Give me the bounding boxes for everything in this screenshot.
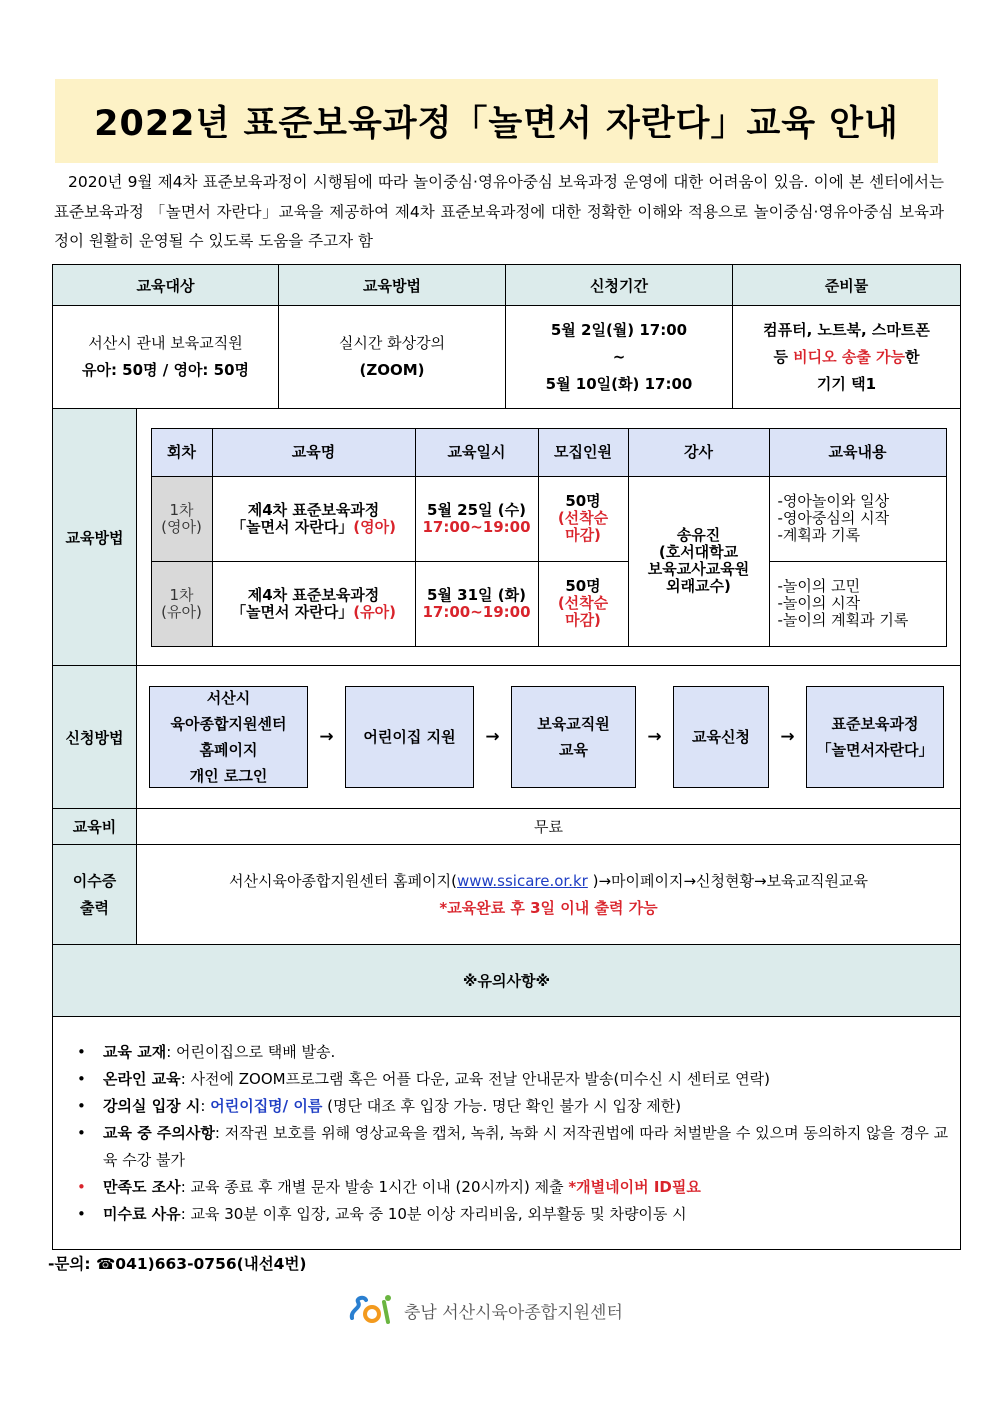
col-capacity: 모집인원 (538, 428, 628, 476)
notice-key: 교육 교재 (103, 1042, 167, 1061)
content-line: -놀이의 시작 (777, 594, 861, 612)
target-line2: 유아: 50명 / 영아: 50명 (81, 361, 250, 379)
notice-highlight: 어린이집명/ 이름 (210, 1096, 323, 1115)
contact-info: -문의: ☎041)663-0756(내선4번) (48, 1255, 307, 1273)
capacity-text: 50명 (565, 492, 601, 510)
step-text: 보육교직원 (537, 715, 610, 733)
list-item: • 강의실 입장 시: 어린이집명/ 이름 (명단 대조 후 입장 가능. 명단 확인 불가 시 입장 제한) (77, 1096, 682, 1115)
col-instructor: 강사 (628, 428, 769, 476)
schedule-table (151, 428, 947, 647)
prep-pre: 등 (773, 347, 794, 366)
prep-line1: 컴퓨터, 노트북, 스마트폰 (763, 320, 930, 339)
fee-label: 교육비 (53, 809, 137, 845)
prep-line2 (733, 344, 960, 371)
arrow-icon: → (780, 727, 795, 747)
round-cell (151, 561, 212, 646)
time-text: 17:00~19:00 (422, 602, 531, 621)
title-banner (55, 79, 938, 163)
name-line2 (213, 519, 415, 536)
list-item: • 미수료 사유: 교육 30분 이후 입장, 교육 중 10분 이상 자리비움, 외부활동 및 차량이동 시 (77, 1204, 687, 1223)
cert-label2: 출력 (80, 898, 109, 917)
name-main: 「놀면서 자란다」 (231, 602, 354, 621)
capacity-note2: 마감) (565, 526, 601, 544)
round-num: 1차 (169, 585, 194, 604)
arrow-icon: → (647, 727, 662, 747)
fee-value: 무료 (137, 809, 961, 845)
cert-pre: 서산시육아종합지원센터 홈페이지( (228, 871, 457, 890)
notice-key: 미수료 사유 (103, 1204, 181, 1223)
notice-value: (명단 대조 후 입장 가능. 명단 확인 불가 시 입장 제한) (322, 1096, 682, 1115)
target-line1: 서산시 관내 보육교직원 (88, 334, 243, 352)
info-table (52, 264, 961, 1250)
step-text: 홈페이지 (199, 741, 258, 759)
cert-label (53, 845, 137, 945)
target-cell (53, 306, 279, 409)
arrow-icon: → (485, 727, 500, 747)
name-cell (212, 561, 415, 646)
content-line: -놀이의 계획과 기록 (777, 611, 909, 629)
instructor-title: 외래교수) (666, 577, 731, 595)
notice-cell (53, 1017, 961, 1250)
intro-text: 2020년 9월 제4차 표준보육과정이 시행됨에 따라 놀이중심·영유아중심 보육과정 운영에 대한 어려움이 있음. 이에 본 센터에서는 표준보육과정 「놀면서 자란다」교육을 제공하여 제4차 표준보육과정에 대한 정확한 이해와 적용으로 놀이중심·영유아중심 보육과정이 원활히 운영될 수 있도록 도움을 주고자 함 (54, 173, 944, 250)
name-tag: (영아) (353, 517, 396, 536)
period-sep: ~ (612, 347, 626, 366)
notice-key: 온라인 교육 (103, 1069, 181, 1088)
name-cell (212, 476, 415, 561)
content-line: -놀이의 고민 (777, 577, 861, 595)
step-text: 교육 (559, 741, 588, 759)
time-text: 17:00~19:00 (422, 517, 531, 536)
intro-paragraph (54, 168, 944, 257)
header-prep: 준비물 (733, 265, 961, 306)
cert-label1: 이수증 (72, 871, 117, 890)
col-content: 교육내용 (769, 428, 946, 476)
capacity-note1: (선착순 (557, 509, 609, 527)
period-cell (506, 306, 733, 409)
notice-key: 교육 중 주의사항 (103, 1123, 215, 1142)
period-end: 5월 10일(화) 17:00 (545, 374, 693, 393)
method-line1: 실시간 화상강의 (338, 334, 446, 352)
capacity-cell (538, 561, 628, 646)
col-round: 회차 (151, 428, 212, 476)
list-item: • 교육 교재: 어린이집으로 택배 발송. (77, 1042, 336, 1061)
step-login (149, 686, 308, 788)
header-period: 신청기간 (506, 265, 733, 306)
name-main: 「놀면서 자란다」 (231, 517, 354, 536)
cert-post: )→마이페이지→신청현황→보육교직원교육 (587, 871, 868, 890)
homepage-link[interactable]: www.ssicare.or.kr (456, 871, 588, 890)
capacity-note1: (선착순 (557, 594, 609, 612)
step-daycare (345, 686, 474, 788)
prep-highlight: 비디오 송출 가능 (793, 347, 906, 366)
notice-highlight: *개별네이버 ID필요 (568, 1177, 701, 1196)
step-course (806, 686, 944, 788)
step-text: 어린이집 지원 (363, 728, 456, 746)
step-text: 서산시 (206, 689, 251, 707)
schedule-label: 교육방법 (53, 409, 137, 666)
apply-cell (137, 666, 961, 809)
schedule-cell (137, 409, 961, 666)
notice-key: 만족도 조사 (103, 1177, 181, 1196)
notice-value: : 어린이집으로 택배 발송. (166, 1042, 336, 1061)
notice-value: : (200, 1096, 211, 1115)
list-item: • 온라인 교육: 사전에 ZOOM프로그램 혹은 어플 다운, 교육 전날 안내문자 발송(미수신 시 센터로 연락) (77, 1069, 770, 1088)
capacity-note2: 마감) (565, 611, 601, 629)
prep-post: 한 (905, 347, 920, 366)
step-text: 육아종합지원센터 (170, 715, 287, 733)
col-date: 교육일시 (415, 428, 538, 476)
instructor-org1: (호서대학교 (658, 543, 739, 561)
notice-list (53, 1039, 960, 1228)
date-cell (415, 476, 538, 561)
header-method: 교육방법 (279, 265, 506, 306)
arrow-icon: → (319, 727, 334, 747)
step-apply (673, 686, 769, 788)
round-sub: (영아) (161, 517, 202, 536)
instructor-org2: 보육교사교육원 (647, 560, 750, 578)
apply-flow (137, 686, 960, 788)
round-num: 1차 (169, 500, 194, 519)
notice-key: 강의실 입장 시 (103, 1096, 201, 1115)
table-row (151, 476, 946, 561)
header-target: 교육대상 (53, 265, 279, 306)
notice-value: : 저작권 보호를 위해 영상교육을 캡처, 녹취, 녹화 시 저작권법에 따라 처벌받을 수 있으며 동의하지 않을 경우 교육 수강 불가 (103, 1123, 949, 1169)
round-sub: (유아) (161, 602, 202, 621)
step-text: 교육신청 (692, 728, 750, 746)
step-text: 개인 로그인 (189, 767, 268, 785)
method-cell (279, 306, 506, 409)
apply-label: 신청방법 (53, 666, 137, 809)
step-staff-education (511, 686, 636, 788)
round-cell (151, 476, 212, 561)
table-row (151, 561, 946, 646)
prep-cell (733, 306, 961, 409)
name-line2 (213, 604, 415, 621)
notice-value: : 교육 종료 후 개별 문자 발송 1시간 이내 (20시까지) 제출 (180, 1177, 569, 1196)
step-text: 표준보육과정 (831, 715, 919, 733)
notice-value: : 사전에 ZOOM프로그램 혹은 어플 다운, 교육 전날 안내문자 발송(미수신 시 센터로 연락) (180, 1069, 770, 1088)
content-cell (769, 476, 946, 561)
instructor-name: 송유진 (676, 526, 721, 544)
date-text: 5월 31일 (화) (427, 585, 526, 604)
cert-cell (137, 845, 961, 945)
cert-note: *교육완료 후 3일 이내 출력 가능 (439, 898, 658, 917)
col-name: 교육명 (212, 428, 415, 476)
content-line: -계획과 기록 (777, 526, 861, 544)
name-line1: 제4차 표준보육과정 (247, 500, 380, 519)
capacity-text: 50명 (565, 577, 601, 595)
notice-value: : 교육 30분 이후 입장, 교육 중 10분 이상 자리비움, 외부활동 및 차량이동 시 (180, 1204, 687, 1223)
step-text: 「놀면서자란다」 (816, 741, 934, 759)
prep-line3: 기기 택1 (816, 374, 877, 393)
cert-path (137, 868, 960, 895)
content-line: -영아중심의 시작 (777, 509, 890, 527)
date-cell (415, 561, 538, 646)
instructor-cell (628, 476, 769, 646)
content-cell (769, 561, 946, 646)
capacity-cell (538, 476, 628, 561)
list-item: • 만족도 조사: 교육 종료 후 개별 문자 발송 1시간 이내 (20시까지) 제출 *개별네이버 ID필요 (77, 1177, 701, 1196)
name-tag: (유아) (353, 602, 396, 621)
period-start: 5월 2일(월) 17:00 (550, 320, 688, 339)
footer-text: 충남 서산시육아종합지원센터 (404, 1302, 623, 1323)
notice-title: ※유의사항※ (53, 945, 961, 1017)
footer-logo (348, 1292, 623, 1328)
method-line2: (ZOOM) (359, 361, 425, 379)
page-title: 2022년 표준보육과정「놀면서 자란다」교육 안내 (94, 104, 899, 144)
center-logo-icon (348, 1292, 396, 1328)
list-item: • 교육 중 주의사항: 저작권 보호를 위해 영상교육을 캡처, 녹취, 녹화 시 저작권법에 따라 처벌받을 수 있으며 동의하지 않을 경우 교육 수강 불가 (77, 1123, 949, 1169)
name-line1: 제4차 표준보육과정 (247, 585, 380, 604)
date-text: 5월 25일 (수) (427, 500, 526, 519)
content-line: -영아놀이와 일상 (777, 492, 890, 510)
